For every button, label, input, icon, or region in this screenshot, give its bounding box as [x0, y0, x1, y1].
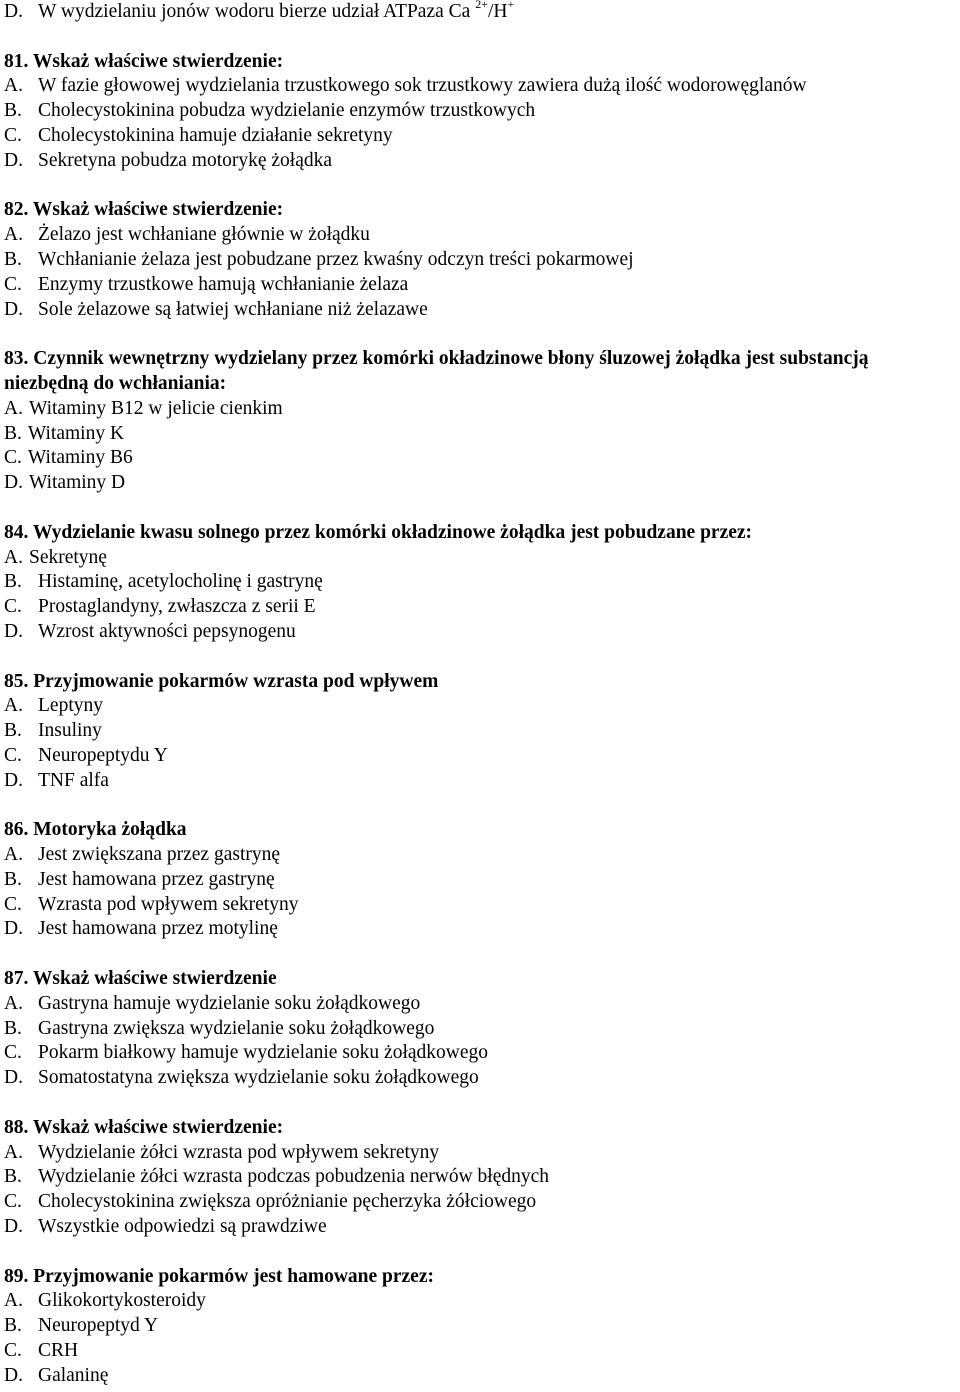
option-line — [4, 99, 956, 124]
option-letter: C. — [4, 1191, 22, 1213]
option-line — [4, 74, 956, 99]
option-letter: C. — [4, 124, 22, 146]
option-line — [4, 843, 956, 868]
option-letter: A. — [4, 546, 23, 568]
option-line — [4, 1314, 956, 1339]
option-line — [4, 446, 956, 471]
option-line — [4, 744, 956, 769]
option-letter: C. — [4, 893, 22, 915]
option-letter: B. — [4, 422, 22, 444]
option-letter: D. — [4, 472, 23, 494]
option-text: Sole żelazowe są łatwiej wchłaniane niż żelazawe — [38, 298, 428, 320]
question-title: 89. Przyjmowanie pokarmów jest hamowane przez: — [4, 1265, 434, 1287]
option-line — [4, 893, 956, 918]
option-text: Jest hamowana przez gastrynę — [38, 868, 275, 890]
option-letter: B. — [4, 1166, 22, 1188]
option-text-suffix: /H — [487, 1, 508, 22]
option-line — [4, 620, 956, 645]
option-letter: C. — [4, 1042, 22, 1064]
option-letter: A. — [4, 695, 23, 717]
option-line — [4, 595, 956, 620]
option-text: TNF alfa — [38, 769, 109, 791]
option-text: Sekretynę — [28, 546, 107, 568]
option-letter: C. — [4, 596, 22, 618]
option-line — [4, 917, 956, 942]
option-letter: B. — [4, 1017, 22, 1039]
option-line — [4, 719, 956, 744]
option-text: Prostaglandyny, zwłaszcza z serii E — [38, 596, 316, 618]
option-letter: D. — [4, 1, 23, 22]
question-title: 83. Czynnik wewnętrzny wydzielany przez komórki okładzinowe błony śluzowej żołądka jest substancją niezbędną do wchłaniania: — [4, 348, 869, 394]
option-text: Insuliny — [38, 720, 102, 742]
option-text: Cholecystokinina hamuje działanie sekretyny — [38, 124, 393, 146]
option-letter: A. — [4, 397, 23, 419]
option-line — [4, 546, 956, 571]
option-letter: D. — [4, 298, 23, 320]
option-line — [4, 1339, 956, 1364]
option-line — [4, 1190, 956, 1215]
option-text: Cholecystokinina zwiększa opróżnianie pęcherzyka żółciowego — [38, 1191, 537, 1213]
option-line — [4, 1165, 956, 1190]
option-line — [4, 694, 956, 719]
option-text: Pokarm białkowy hamuje wydzielanie soku żołądkowego — [38, 1042, 489, 1064]
option-line — [4, 570, 956, 595]
question-title: 84. Wydzielanie kwasu solnego przez komórki okładzinowe żołądka jest pobudzane przez: — [4, 521, 753, 543]
option-text: Gastryna zwiększa wydzielanie soku żołądkowego — [38, 1017, 435, 1039]
option-letter: A. — [4, 75, 23, 97]
option-text: Wzrasta pod wpływem sekretyny — [38, 893, 299, 915]
option-text: Witaminy B12 w jelicie cienkim — [28, 397, 283, 419]
option-line — [4, 769, 956, 794]
option-letter: B. — [4, 1315, 22, 1337]
option-line — [4, 1215, 956, 1240]
option-line — [4, 1017, 956, 1042]
option-letter: A. — [4, 1290, 23, 1312]
option-letter: D. — [4, 1216, 23, 1238]
option-letter: A. — [4, 992, 23, 1014]
option-line — [4, 0, 956, 25]
option-letter: A. — [4, 844, 23, 866]
option-line — [4, 422, 956, 447]
option-letter: C. — [4, 1340, 22, 1362]
option-text: Neuropeptydu Y — [38, 744, 168, 766]
option-letter: A. — [4, 224, 23, 246]
superscript: + — [507, 0, 515, 11]
option-line — [4, 223, 956, 248]
question-title: 87. Wskaż właściwe stwierdzenie — [4, 968, 277, 990]
option-line — [4, 124, 956, 149]
option-text: Wzrost aktywności pepsynogenu — [38, 620, 296, 642]
question-title: 85. Przyjmowanie pokarmów wzrasta pod wpływem — [4, 670, 439, 692]
option-letter: B. — [4, 868, 22, 890]
option-line — [4, 149, 956, 174]
option-text: Enzymy trzustkowe hamują wchłanianie żelaza — [38, 273, 409, 295]
question-title: 81. Wskaż właściwe stwierdzenie: — [4, 50, 284, 72]
option-line — [4, 868, 956, 893]
option-text: Witaminy B6 — [27, 447, 133, 469]
option-line — [4, 298, 956, 323]
option-letter: D. — [4, 620, 23, 642]
option-text: Witaminy K — [27, 422, 125, 444]
option-text: Wchłanianie żelaza jest pobudzane przez kwaśny odczyn treści pokarmowej — [38, 248, 634, 270]
option-line — [4, 1041, 956, 1066]
option-letter: C. — [4, 273, 22, 295]
document-page — [4, 0, 956, 1389]
option-text: Galaninę — [38, 1364, 109, 1386]
superscript: 2+ — [475, 0, 488, 11]
option-letter: D. — [4, 1067, 23, 1089]
option-line — [4, 1289, 956, 1314]
option-text: Jest hamowana przez motylinę — [38, 918, 278, 940]
option-text: Neuropeptyd Y — [38, 1315, 159, 1337]
option-letter: A. — [4, 1141, 23, 1163]
option-text: W wydzielaniu jonów wodoru bierze udział ATPaza Ca — [38, 1, 471, 22]
option-letter: B. — [4, 571, 22, 593]
option-text: Sekretyna pobudza motorykę żołądka — [38, 149, 333, 171]
option-text: Glikokortykosteroidy — [38, 1290, 206, 1312]
option-text: Witaminy D — [28, 472, 126, 494]
option-letter: D. — [4, 918, 23, 940]
option-line — [4, 1066, 956, 1091]
option-text: Cholecystokinina pobudza wydzielanie enzymów trzustkowych — [38, 100, 536, 122]
question-title: 86. Motoryka żołądka — [4, 819, 187, 841]
option-text: Somatostatyna zwiększa wydzielanie soku żołądkowego — [38, 1067, 479, 1089]
option-letter: C. — [4, 744, 22, 766]
option-text: CRH — [38, 1340, 79, 1362]
option-text: Gastryna hamuje wydzielanie soku żołądkowego — [38, 992, 421, 1014]
option-letter: C. — [4, 447, 22, 469]
option-line — [4, 1364, 956, 1389]
option-letter: D. — [4, 769, 23, 791]
option-line — [4, 1141, 956, 1166]
option-text: Jest zwiększana przez gastrynę — [38, 844, 281, 866]
option-letter: D. — [4, 149, 23, 171]
option-text: Wydzielanie żółci wzrasta pod wpływem sekretyny — [38, 1141, 440, 1163]
option-text: Leptyny — [38, 695, 103, 717]
option-line — [4, 471, 956, 496]
question-title: 88. Wskaż właściwe stwierdzenie: — [4, 1116, 284, 1138]
option-line — [4, 273, 956, 298]
option-letter: B. — [4, 100, 22, 122]
option-letter: D. — [4, 1364, 23, 1386]
option-letter: B. — [4, 248, 22, 270]
option-text: Histaminę, acetylocholinę i gastrynę — [38, 571, 323, 593]
option-line — [4, 992, 956, 1017]
option-line — [4, 248, 956, 273]
option-text: W fazie głowowej wydzielania trzustkowego sok trzustkowy zawiera dużą ilość wodorowęglanów — [38, 75, 807, 97]
option-text: Wydzielanie żółci wzrasta podczas pobudzenia nerwów błędnych — [38, 1166, 550, 1188]
option-line — [4, 397, 956, 422]
question-title: 82. Wskaż właściwe stwierdzenie: — [4, 199, 284, 221]
option-text: Wszystkie odpowiedzi są prawdziwe — [38, 1216, 327, 1238]
option-letter: B. — [4, 720, 22, 742]
option-text: Żelazo jest wchłaniane głównie w żołądku — [38, 224, 370, 246]
